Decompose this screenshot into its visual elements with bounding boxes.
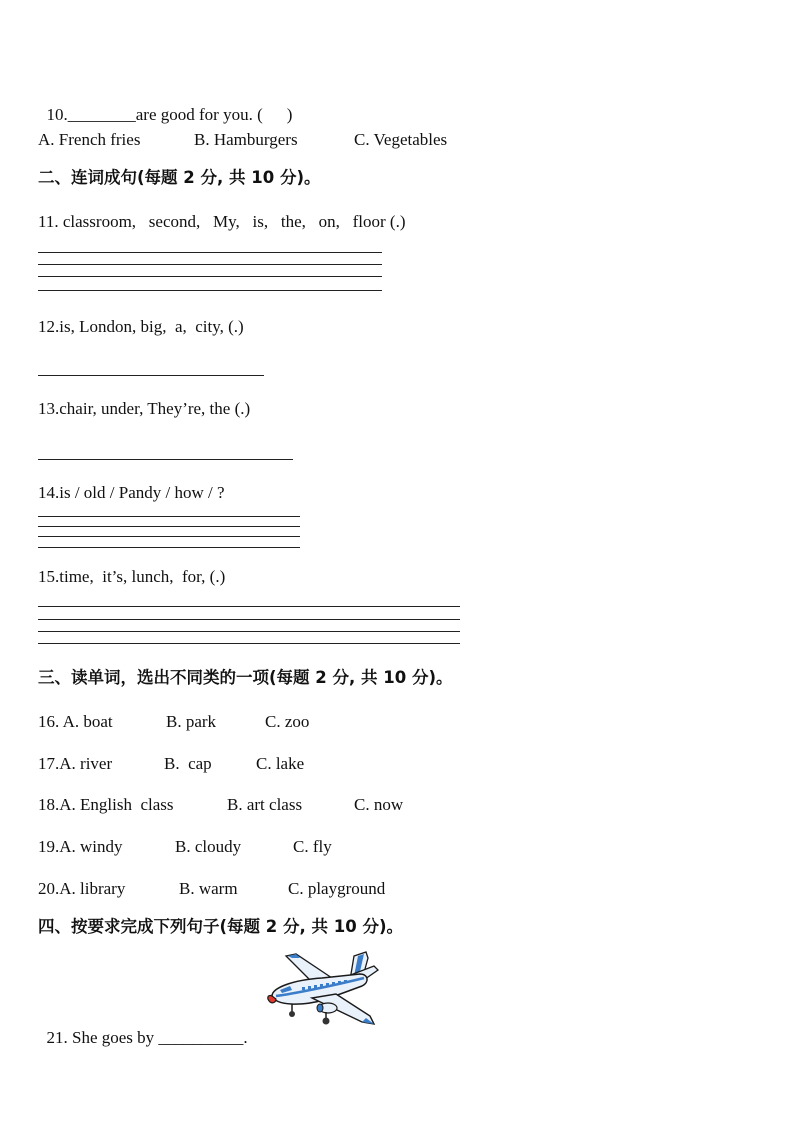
q15-answer-line[interactable] (38, 619, 460, 620)
q20-option-a: A. library (59, 879, 126, 898)
q10-option-c: C. Vegetables (354, 130, 448, 149)
q10-number: 10. (46, 105, 68, 124)
q11-prompt: 11. classroom, second, My, is, the, on, floor (.) (38, 212, 406, 231)
section-3-title: 三、读单词，选出不同类的一项(每题 2 分, 共 10 分)。 (38, 668, 453, 687)
q12-answer-line[interactable] (38, 375, 264, 376)
q12-prompt: 12.is, London, big, a, city, (.) (38, 317, 244, 336)
q18-number: 18. (38, 795, 60, 814)
q20-option-c: C. playground (288, 879, 386, 898)
section-2-title: 二、连词成句(每题 2 分, 共 10 分)。 (38, 168, 321, 187)
q10-answer-blank[interactable]: ________ (67, 105, 136, 124)
q14-answer-line[interactable] (38, 516, 300, 517)
q10-line (38, 89, 292, 123)
q11-answer-line[interactable] (38, 264, 382, 265)
q21-answer-blank[interactable]: __________. (158, 1028, 248, 1047)
q19-option-a: A. windy (59, 837, 123, 856)
q20-option-b: B. warm (179, 879, 238, 898)
q10-text: are good for you. ( (135, 105, 263, 124)
q11-answer-line[interactable] (38, 252, 382, 253)
q11-answer-line[interactable] (38, 290, 382, 291)
q19-option-c: C. fly (293, 837, 332, 856)
q10-paren-close: ) (286, 105, 293, 124)
q13-prompt: 13.chair, under, They’re, the (.) (38, 399, 251, 418)
q17-option-a: A. river (59, 754, 113, 773)
q16-option-b: B. park (166, 712, 217, 731)
q21-line (38, 1012, 248, 1046)
q13-answer-line[interactable] (38, 459, 293, 460)
q14-answer-line[interactable] (38, 526, 300, 527)
airplane-icon (262, 950, 382, 1028)
q10-option-a: A. French fries (38, 130, 141, 149)
q14-answer-line[interactable] (38, 547, 300, 548)
q17-option-b: B. cap (164, 754, 212, 773)
q15-prompt: 15.time, it’s, lunch, for, (.) (38, 567, 226, 586)
q15-answer-line[interactable] (38, 606, 460, 607)
q18-option-c: C. now (354, 795, 404, 814)
q14-prompt: 14.is / old / Pandy / how / ? (38, 483, 225, 502)
q17-number: 17. (38, 754, 60, 773)
q19-line (38, 838, 123, 855)
q16-line (38, 713, 113, 730)
q18-option-b: B. art class (227, 795, 303, 814)
q19-number: 19. (38, 837, 60, 856)
section-4-title: 四、按要求完成下列句子(每题 2 分, 共 10 分)。 (38, 917, 404, 936)
q16-number: 16. (38, 712, 63, 731)
q20-line (38, 880, 125, 897)
q18-line (38, 796, 174, 813)
q19-option-b: B. cloudy (175, 837, 242, 856)
q17-option-c: C. lake (256, 754, 305, 773)
q14-answer-line[interactable] (38, 536, 300, 537)
q17-line (38, 755, 112, 772)
q15-answer-line[interactable] (38, 643, 460, 644)
q15-answer-line[interactable] (38, 631, 460, 632)
q16-option-c: C. zoo (265, 712, 310, 731)
q20-number: 20. (38, 879, 60, 898)
q11-answer-line[interactable] (38, 276, 382, 277)
q10-option-b: B. Hamburgers (194, 130, 298, 149)
q21-prompt: 21. She goes by (46, 1028, 155, 1047)
q16-option-a: A. boat (62, 712, 113, 731)
q18-option-a: A. English class (59, 795, 174, 814)
